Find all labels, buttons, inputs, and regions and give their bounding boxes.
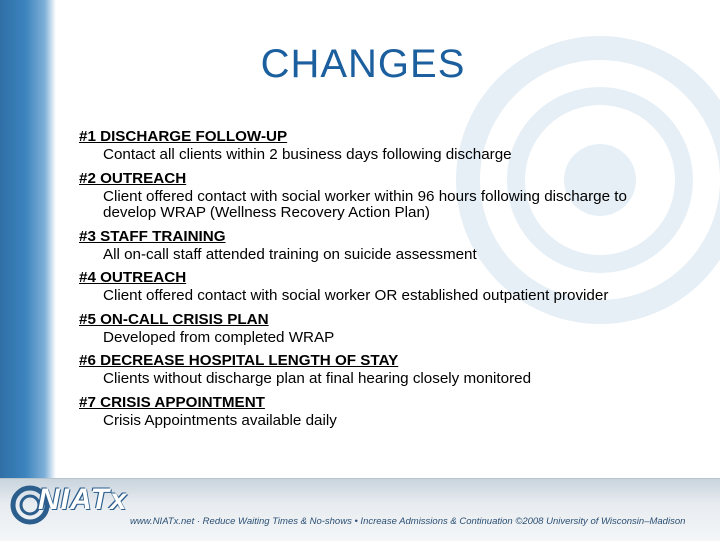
- change-list: [79, 126, 679, 433]
- item-heading: #5 ON-CALL CRISIS PLAN: [79, 310, 269, 328]
- item-body: Developed from completed WRAP: [103, 328, 335, 346]
- item-body: All on-call staff attended training on suicide assessment: [103, 245, 477, 263]
- item-heading: #1 DISCHARGE FOLLOW-UP: [79, 128, 288, 145]
- item-body: Clients without discharge plan at final hearing closely monitored: [103, 370, 532, 387]
- logo-text: NIATx: [38, 483, 128, 516]
- item-heading: #4 OUTREACH: [79, 269, 187, 286]
- item-heading: #3 STAFF TRAINING: [79, 227, 226, 245]
- item-heading: #2 OUTREACH: [79, 169, 187, 187]
- footer-tagline: www.NIATx.net · Reduce Waiting Times & No-shows • Increase Admissions & Continuation ©2008 University of Wisconsin–Madison: [130, 516, 686, 527]
- item-body: Crisis Appointments available daily: [103, 411, 337, 429]
- item-heading: #6 DECREASE HOSPITAL LENGTH OF STAY: [79, 352, 399, 369]
- page-title: CHANGES: [260, 42, 466, 86]
- item-body: Contact all clients within 2 business days following discharge: [103, 146, 512, 163]
- item-body: Client offered contact with social worker within 96 hours following discharge to develop WRAP (Wellness Recovery Action Plan): [103, 187, 627, 221]
- item-body: Client offered contact with social worker OR established outpatient provider: [103, 287, 609, 304]
- footer-bar: [0, 478, 720, 541]
- item-heading: #7 CRISIS APPOINTMENT: [79, 393, 265, 411]
